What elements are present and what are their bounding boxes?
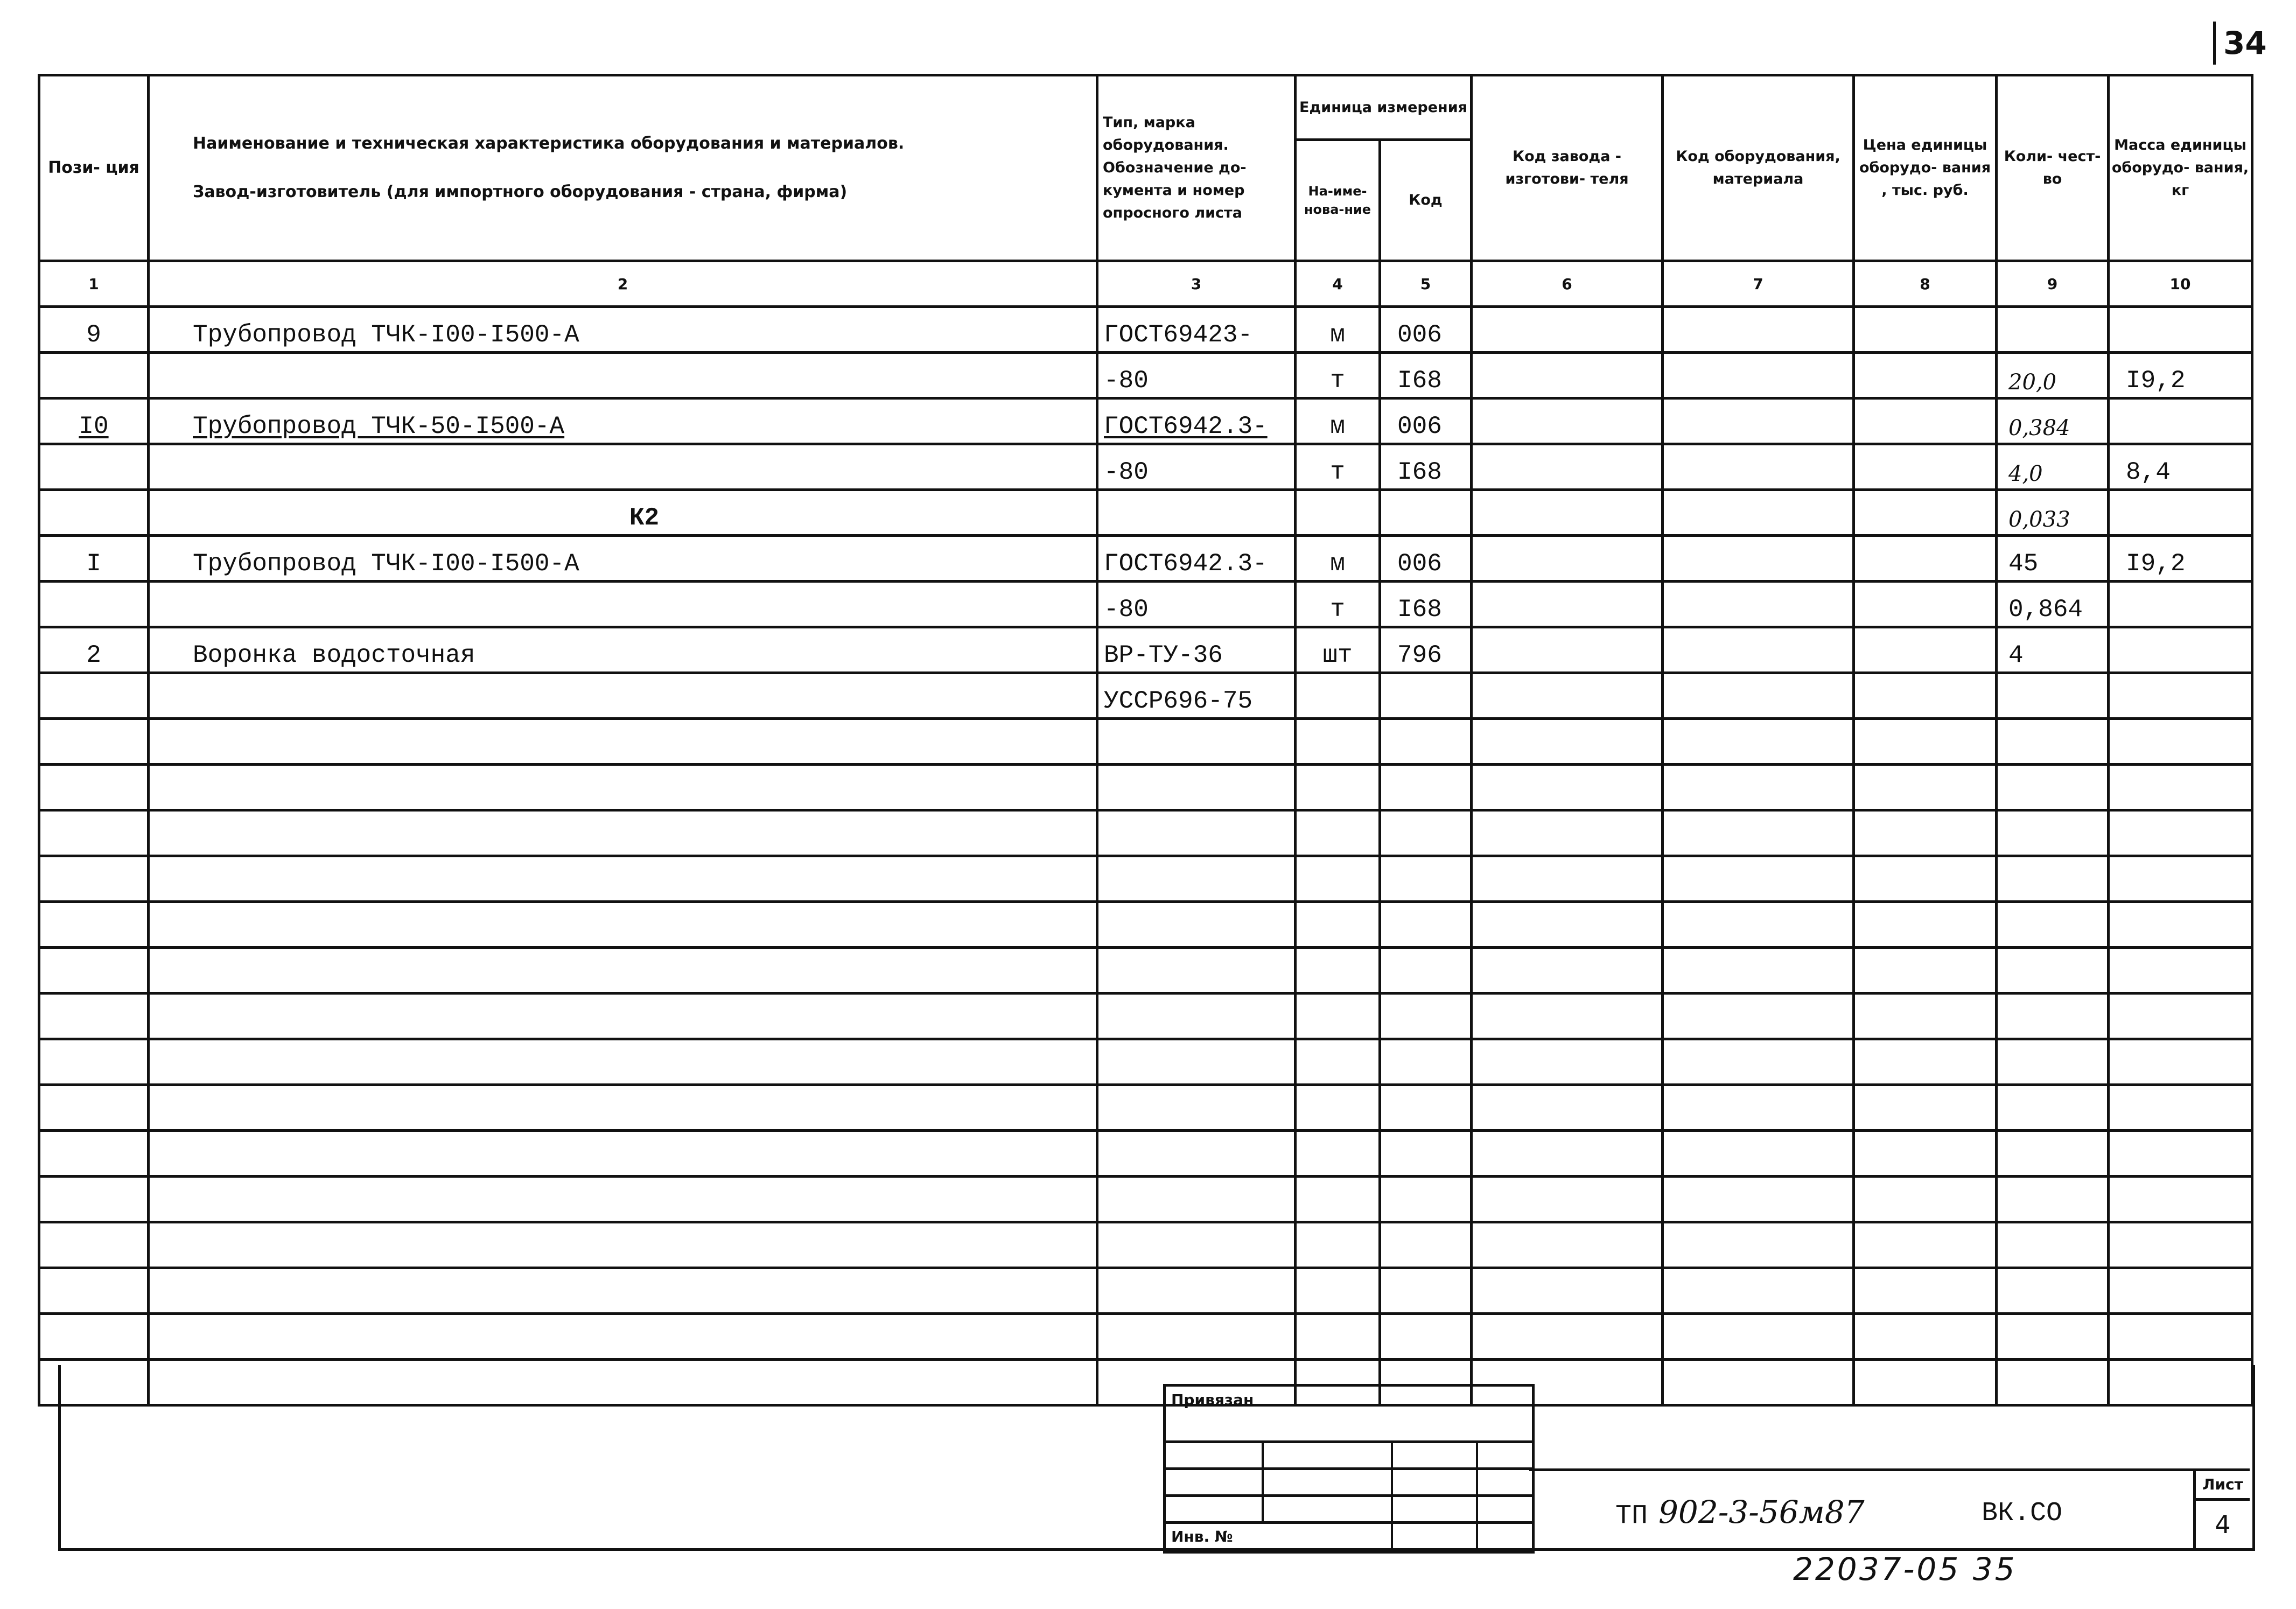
empty-cell	[39, 1177, 149, 1222]
empty-cell	[1997, 765, 2109, 810]
empty-cell	[1472, 1039, 1663, 1085]
sheet-cell	[2193, 1471, 2250, 1548]
archive-number: 22037-05 35	[1793, 1551, 2017, 1587]
empty-row	[39, 1085, 2252, 1131]
empty-cell	[2109, 994, 2252, 1039]
header-name	[149, 75, 1097, 261]
name-cell: Трубопровод ТЧК-I00-I500-A	[149, 307, 1097, 353]
empty-cell	[1097, 1314, 1296, 1360]
column-number: 3	[1097, 261, 1296, 307]
quantity-cell	[1997, 307, 2109, 353]
empty-row	[39, 948, 2252, 994]
unit-price-cell	[1854, 444, 1997, 490]
unit-name-cell: т	[1296, 353, 1380, 398]
empty-cell	[39, 1039, 149, 1085]
empty-cell	[1854, 1131, 1997, 1177]
empty-cell	[1663, 902, 1854, 948]
document-cell: -80	[1097, 582, 1296, 627]
empty-cell	[1472, 1177, 1663, 1222]
empty-cell	[1380, 1039, 1472, 1085]
project-code	[1615, 1494, 1865, 1531]
table-row	[39, 307, 2252, 353]
empty-cell	[1380, 994, 1472, 1039]
mass-cell	[2109, 582, 2252, 627]
empty-cell	[1380, 948, 1472, 994]
quantity-cell: 0,033	[1997, 490, 2109, 536]
name-cell: Трубопровод ТЧК-I00-I500-A	[149, 536, 1097, 582]
empty-row	[39, 1131, 2252, 1177]
empty-cell	[149, 1268, 1097, 1314]
empty-cell	[2109, 1177, 2252, 1222]
empty-cell	[1380, 1222, 1472, 1268]
empty-cell	[149, 1177, 1097, 1222]
empty-cell	[1097, 948, 1296, 994]
empty-cell	[1663, 948, 1854, 994]
sheet-value: 4	[2215, 1510, 2231, 1539]
empty-cell	[39, 856, 149, 902]
empty-cell	[1380, 1131, 1472, 1177]
mass-cell	[2109, 307, 2252, 353]
empty-cell	[39, 902, 149, 948]
name-cell: К2	[149, 490, 1097, 536]
empty-cell	[1472, 902, 1663, 948]
column-number: 8	[1854, 261, 1997, 307]
empty-cell	[2109, 1131, 2252, 1177]
empty-cell	[1854, 719, 1997, 765]
header-equipment-code: Код оборудования, материала	[1663, 75, 1854, 261]
empty-cell	[1472, 1085, 1663, 1131]
empty-cell	[2109, 856, 2252, 902]
empty-cell	[149, 856, 1097, 902]
empty-row	[39, 765, 2252, 810]
empty-cell	[1997, 810, 2109, 856]
table-row	[39, 536, 2252, 582]
document-cell: ГОСТ6942.3-	[1097, 536, 1296, 582]
empty-cell	[1380, 902, 1472, 948]
empty-cell	[1663, 810, 1854, 856]
manufacturer-code-cell	[1472, 582, 1663, 627]
empty-cell	[1472, 765, 1663, 810]
empty-cell	[1663, 1222, 1854, 1268]
position-cell: I	[39, 536, 149, 582]
empty-cell	[1854, 810, 1997, 856]
empty-cell	[39, 1314, 149, 1360]
drawing-mark: ВК.СО	[1982, 1498, 2063, 1529]
header-quantity: Коли- чест- во	[1997, 75, 2109, 261]
unit-price-cell	[1854, 307, 1997, 353]
header-unit-name: На-име-нова-ние	[1296, 140, 1380, 261]
empty-cell	[2109, 1222, 2252, 1268]
document-cell: УССР696-75	[1097, 673, 1296, 719]
empty-cell	[39, 719, 149, 765]
mass-cell	[2109, 490, 2252, 536]
table-row	[39, 490, 2252, 536]
empty-cell	[1663, 1039, 1854, 1085]
unit-code-cell: 796	[1380, 627, 1472, 673]
empty-cell	[1472, 1268, 1663, 1314]
empty-cell	[39, 1131, 149, 1177]
header-position: Пози- ция	[39, 75, 149, 261]
empty-cell	[149, 902, 1097, 948]
unit-name-cell: м	[1296, 307, 1380, 353]
empty-cell	[1296, 1222, 1380, 1268]
position-cell	[39, 353, 149, 398]
name-cell	[149, 353, 1097, 398]
equipment-code-cell	[1663, 627, 1854, 673]
document-cell: ГОСТ69423-	[1097, 307, 1296, 353]
empty-cell	[149, 810, 1097, 856]
empty-row	[39, 1177, 2252, 1222]
mass-cell	[2109, 627, 2252, 673]
header-unit-group: Единица измерения	[1296, 75, 1472, 140]
empty-cell	[1097, 856, 1296, 902]
empty-cell	[2109, 948, 2252, 994]
unit-code-cell: I68	[1380, 353, 1472, 398]
unit-code-cell: I68	[1380, 444, 1472, 490]
column-number: 9	[1997, 261, 2109, 307]
unit-price-cell	[1854, 673, 1997, 719]
quantity-cell: 4	[1997, 627, 2109, 673]
position-cell: 9	[39, 307, 149, 353]
empty-cell	[1472, 1131, 1663, 1177]
position-cell	[39, 582, 149, 627]
empty-cell	[1380, 810, 1472, 856]
empty-row	[39, 1222, 2252, 1268]
header-manufacturer-code: Код завода - изготови- теля	[1472, 75, 1663, 261]
unit-name-cell: т	[1296, 444, 1380, 490]
empty-cell	[1296, 948, 1380, 994]
empty-cell	[1997, 1039, 2109, 1085]
empty-cell	[1296, 902, 1380, 948]
empty-cell	[1097, 1131, 1296, 1177]
header-type: Тип, марка оборудования. Обозначение до-кумента и номер опросного листа	[1097, 75, 1296, 261]
empty-cell	[2109, 1268, 2252, 1314]
empty-row	[39, 902, 2252, 948]
empty-cell	[1997, 1085, 2109, 1131]
empty-cell	[1097, 902, 1296, 948]
header-unit-mass: Масса единицы оборудо- вания, кг	[2109, 75, 2252, 261]
unit-name-cell: шт	[1296, 627, 1380, 673]
empty-cell	[1997, 856, 2109, 902]
unit-price-cell	[1854, 627, 1997, 673]
empty-cell	[149, 1222, 1097, 1268]
empty-row	[39, 856, 2252, 902]
project-prefix: ТП	[1615, 1501, 1648, 1531]
empty-cell	[149, 1085, 1097, 1131]
empty-cell	[1380, 856, 1472, 902]
document-cell: -80	[1097, 444, 1296, 490]
column-number: 5	[1380, 261, 1472, 307]
empty-cell	[1097, 1268, 1296, 1314]
sheet-label: Лист	[2196, 1471, 2250, 1501]
quantity-cell: 20,0	[1997, 353, 2109, 398]
empty-cell	[39, 948, 149, 994]
empty-cell	[1296, 994, 1380, 1039]
quantity-cell	[1997, 673, 2109, 719]
equipment-code-cell	[1663, 673, 1854, 719]
empty-cell	[1380, 765, 1472, 810]
unit-code-cell: 006	[1380, 398, 1472, 444]
quantity-cell: 0,384	[1997, 398, 2109, 444]
empty-cell	[1296, 1268, 1380, 1314]
empty-cell	[1663, 856, 1854, 902]
name-cell: Воронка водосточная	[149, 627, 1097, 673]
unit-price-cell	[1854, 582, 1997, 627]
empty-cell	[1997, 1268, 2109, 1314]
column-number: 2	[149, 261, 1097, 307]
table-row	[39, 627, 2252, 673]
empty-cell	[2109, 719, 2252, 765]
empty-cell	[1854, 1039, 1997, 1085]
column-number: 10	[2109, 261, 2252, 307]
empty-cell	[1663, 765, 1854, 810]
unit-price-cell	[1854, 536, 1997, 582]
unit-code-cell: 006	[1380, 536, 1472, 582]
empty-cell	[1663, 719, 1854, 765]
empty-cell	[1296, 1177, 1380, 1222]
empty-cell	[1472, 719, 1663, 765]
empty-cell	[39, 1268, 149, 1314]
mass-cell: I9,2	[2109, 353, 2252, 398]
name-cell	[149, 582, 1097, 627]
header-unit-code: Код	[1380, 140, 1472, 261]
empty-cell	[149, 719, 1097, 765]
empty-cell	[2109, 1085, 2252, 1131]
manufacturer-code-cell	[1472, 398, 1663, 444]
empty-row	[39, 1314, 2252, 1360]
equipment-code-cell	[1663, 353, 1854, 398]
empty-row	[39, 810, 2252, 856]
empty-cell	[1997, 902, 2109, 948]
empty-cell	[1097, 994, 1296, 1039]
header-name-line1: Наименование и техническая характеристика оборудования и материалов.	[193, 134, 905, 153]
title-block	[1529, 1468, 2250, 1551]
empty-cell	[1296, 765, 1380, 810]
empty-cell	[149, 1314, 1097, 1360]
unit-name-cell	[1296, 673, 1380, 719]
position-cell	[39, 673, 149, 719]
empty-row	[39, 994, 2252, 1039]
empty-cell	[1380, 1085, 1472, 1131]
empty-cell	[1854, 948, 1997, 994]
empty-cell	[1097, 1177, 1296, 1222]
empty-cell	[1097, 1039, 1296, 1085]
empty-cell	[1663, 994, 1854, 1039]
quantity-cell: 0,864	[1997, 582, 2109, 627]
specification-table	[38, 74, 2253, 1407]
column-number: 4	[1296, 261, 1380, 307]
empty-cell	[1472, 994, 1663, 1039]
manufacturer-code-cell	[1472, 673, 1663, 719]
column-number: 7	[1663, 261, 1854, 307]
unit-price-cell	[1854, 398, 1997, 444]
empty-cell	[1997, 1177, 2109, 1222]
empty-cell	[1296, 1039, 1380, 1085]
empty-cell	[149, 1131, 1097, 1177]
unit-code-cell: 006	[1380, 307, 1472, 353]
empty-cell	[1854, 1085, 1997, 1131]
empty-cell	[1854, 765, 1997, 810]
empty-cell	[2109, 765, 2252, 810]
project-number: 902-3-56м87	[1658, 1494, 1865, 1530]
table-row	[39, 673, 2252, 719]
empty-cell	[1854, 1222, 1997, 1268]
empty-cell	[1380, 719, 1472, 765]
empty-cell	[1663, 1177, 1854, 1222]
inventory-label: Инв. №	[1171, 1528, 1233, 1545]
empty-cell	[1854, 1314, 1997, 1360]
empty-cell	[149, 948, 1097, 994]
empty-cell	[1097, 810, 1296, 856]
empty-cell	[1097, 1085, 1296, 1131]
empty-row	[39, 1039, 2252, 1085]
unit-price-cell	[1854, 353, 1997, 398]
empty-cell	[1472, 948, 1663, 994]
empty-cell	[1296, 810, 1380, 856]
corner-sheet-number: 34	[2213, 22, 2267, 65]
position-cell: I0	[39, 398, 149, 444]
empty-cell	[1472, 1314, 1663, 1360]
table-row	[39, 398, 2252, 444]
equipment-code-cell	[1663, 490, 1854, 536]
empty-cell	[1663, 1085, 1854, 1131]
empty-cell	[1854, 1177, 1997, 1222]
table-row	[39, 444, 2252, 490]
unit-name-cell: м	[1296, 398, 1380, 444]
equipment-code-cell	[1663, 444, 1854, 490]
empty-row	[39, 719, 2252, 765]
empty-cell	[1296, 1314, 1380, 1360]
unit-code-cell	[1380, 490, 1472, 536]
empty-cell	[1296, 856, 1380, 902]
equipment-code-cell	[1663, 307, 1854, 353]
empty-cell	[1380, 1177, 1472, 1222]
position-cell: 2	[39, 627, 149, 673]
mass-cell	[2109, 673, 2252, 719]
header-name-line2: Завод-изготовитель (для импортного оборудования - страна, фирма)	[193, 183, 848, 201]
name-cell	[149, 444, 1097, 490]
empty-cell	[1997, 994, 2109, 1039]
table-row	[39, 353, 2252, 398]
position-cell	[39, 444, 149, 490]
mass-cell: 8,4	[2109, 444, 2252, 490]
empty-cell	[39, 810, 149, 856]
empty-cell	[39, 1222, 149, 1268]
binding-stamp	[1163, 1384, 1535, 1554]
empty-cell	[1997, 1131, 2109, 1177]
column-number: 1	[39, 261, 149, 307]
unit-code-cell	[1380, 673, 1472, 719]
empty-cell	[1296, 1131, 1380, 1177]
empty-cell	[1663, 1131, 1854, 1177]
equipment-code-cell	[1663, 536, 1854, 582]
mass-cell	[2109, 398, 2252, 444]
document-cell: -80	[1097, 353, 1296, 398]
empty-cell	[1472, 1222, 1663, 1268]
empty-cell	[1296, 1085, 1380, 1131]
empty-cell	[39, 1085, 149, 1131]
table-row	[39, 582, 2252, 627]
empty-cell	[1472, 856, 1663, 902]
empty-row	[39, 1268, 2252, 1314]
equipment-code-cell	[1663, 582, 1854, 627]
empty-cell	[1097, 1222, 1296, 1268]
empty-cell	[149, 1039, 1097, 1085]
manufacturer-code-cell	[1472, 490, 1663, 536]
empty-cell	[1854, 1268, 1997, 1314]
attached-label: Привязан	[1171, 1391, 1254, 1409]
empty-cell	[1997, 1222, 2109, 1268]
empty-cell	[39, 765, 149, 810]
empty-cell	[2109, 810, 2252, 856]
position-cell	[39, 490, 149, 536]
empty-cell	[1663, 1314, 1854, 1360]
empty-cell	[1380, 1268, 1472, 1314]
manufacturer-code-cell	[1472, 307, 1663, 353]
empty-cell	[1296, 719, 1380, 765]
name-cell	[149, 673, 1097, 719]
document-cell: ГОСТ6942.3-	[1097, 398, 1296, 444]
empty-cell	[149, 765, 1097, 810]
empty-cell	[1854, 856, 1997, 902]
manufacturer-code-cell	[1472, 353, 1663, 398]
empty-cell	[1380, 1314, 1472, 1360]
document-cell	[1097, 490, 1296, 536]
empty-cell	[2109, 902, 2252, 948]
document-cell: ВР-ТУ-36	[1097, 627, 1296, 673]
empty-cell	[2109, 1039, 2252, 1085]
empty-cell	[2109, 1314, 2252, 1360]
header-unit-price: Цена единицы оборудо- вания , тыс. руб.	[1854, 75, 1997, 261]
quantity-cell: 4,0	[1997, 444, 2109, 490]
empty-cell	[1997, 948, 2109, 994]
unit-price-cell	[1854, 490, 1997, 536]
manufacturer-code-cell	[1472, 536, 1663, 582]
unit-code-cell: I68	[1380, 582, 1472, 627]
unit-name-cell	[1296, 490, 1380, 536]
quantity-cell: 45	[1997, 536, 2109, 582]
empty-cell	[39, 994, 149, 1039]
empty-cell	[1097, 765, 1296, 810]
unit-name-cell: т	[1296, 582, 1380, 627]
unit-name-cell: м	[1296, 536, 1380, 582]
empty-cell	[1097, 719, 1296, 765]
mass-cell: I9,2	[2109, 536, 2252, 582]
empty-cell	[1472, 810, 1663, 856]
empty-cell	[1663, 1268, 1854, 1314]
empty-cell	[1997, 719, 2109, 765]
manufacturer-code-cell	[1472, 627, 1663, 673]
manufacturer-code-cell	[1472, 444, 1663, 490]
empty-cell	[1854, 902, 1997, 948]
name-cell: Трубопровод ТЧК-50-I500-A	[149, 398, 1097, 444]
empty-cell	[149, 994, 1097, 1039]
empty-cell	[1854, 994, 1997, 1039]
equipment-code-cell	[1663, 398, 1854, 444]
column-number: 6	[1472, 261, 1663, 307]
empty-cell	[1997, 1314, 2109, 1360]
